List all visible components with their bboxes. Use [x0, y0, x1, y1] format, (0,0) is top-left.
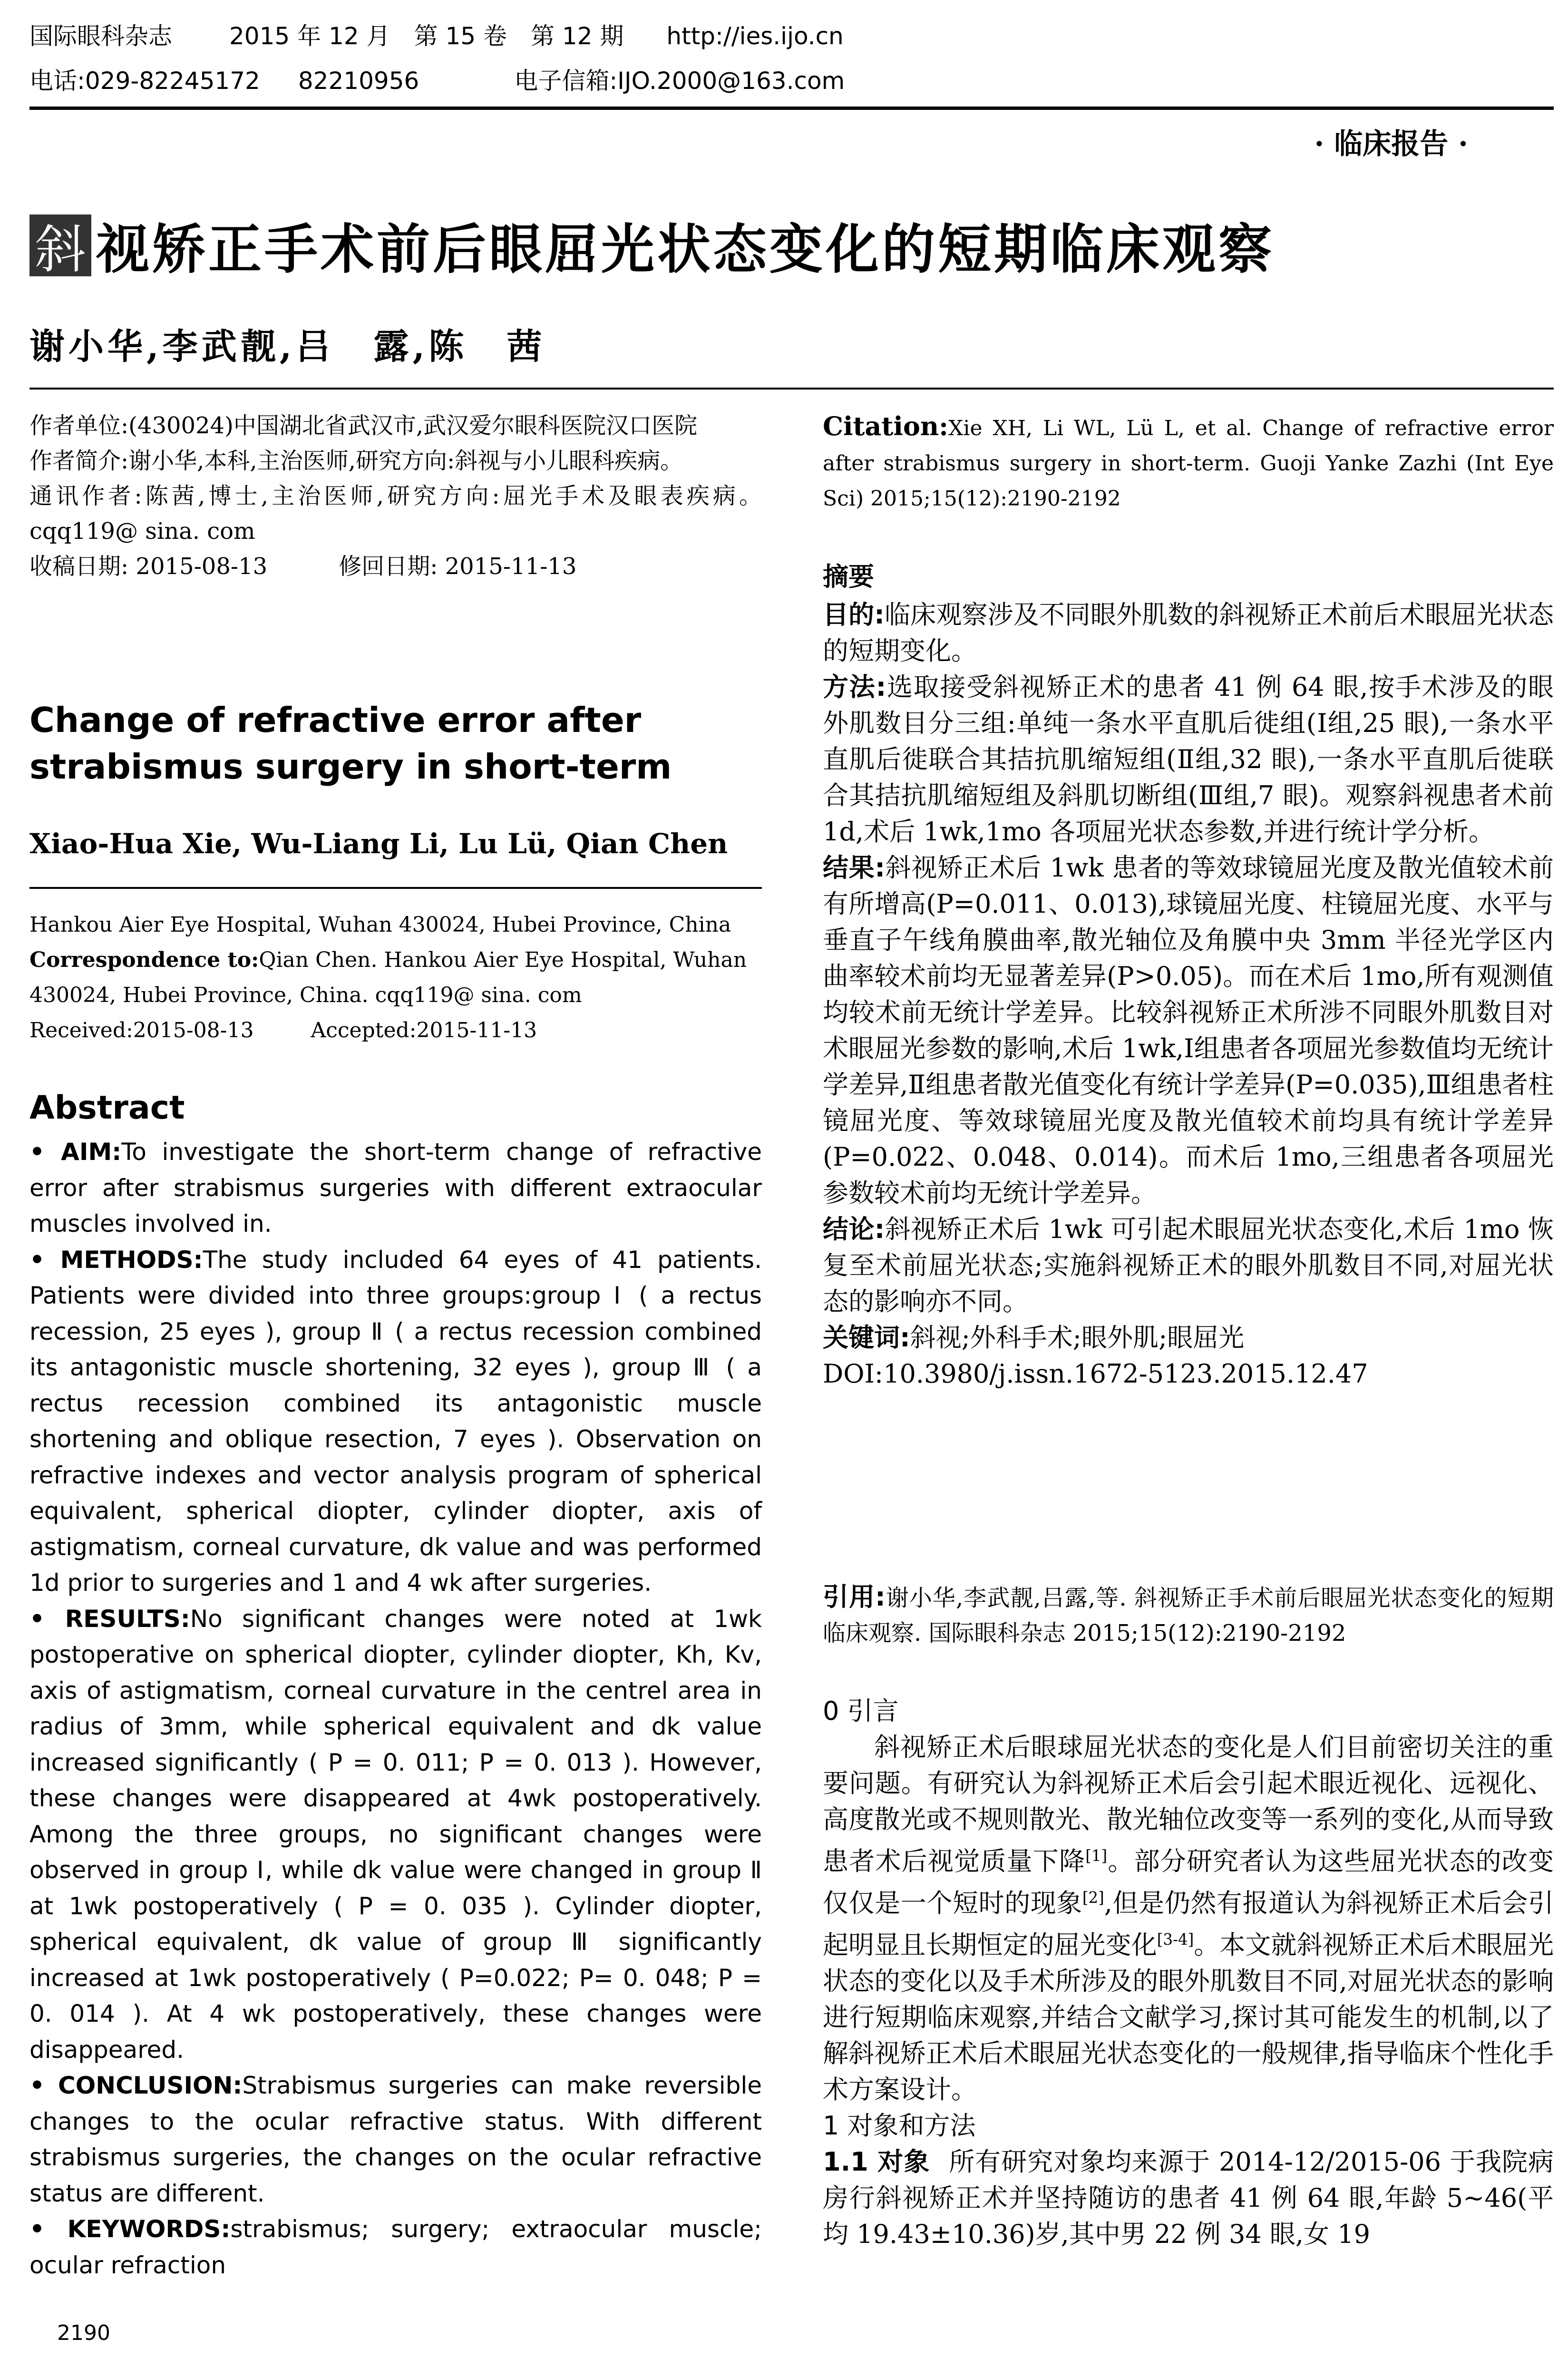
- doi[interactable]: DOI:10.3980/j.issn.1672-5123.2015.12.47: [823, 1359, 1368, 1389]
- abstract-keywords: [29, 2211, 762, 2283]
- cn-citation: [823, 1579, 1554, 1651]
- intro-paragraph: [823, 1729, 1554, 2108]
- introduction: [823, 1693, 1554, 2252]
- en-authors-rule: [29, 887, 762, 889]
- abstract-aim: [29, 1134, 762, 1242]
- received-date-en: Received:2015-08-13: [29, 1018, 254, 1042]
- ref-3-4[interactable]: [3-4]: [1157, 1930, 1194, 1948]
- cn-keywords: [823, 1320, 1554, 1356]
- intro-text-a: 斜视矫正术后眼球屈光状态的变化是人们目前密切关注的重要问题。有研究认为斜视矫正术后会引起术眼近视化、远视化、高度散光或不规则散光、散光轴位改变等一系列的变化,从而导致患者术后视觉质量下降: [823, 1732, 1554, 1876]
- chinese-abstract: [823, 559, 1554, 1392]
- abstract-results: [29, 1601, 762, 2068]
- cn-keywords-label: 关键词:: [823, 1323, 910, 1353]
- article-title: [29, 207, 1275, 283]
- title-text: 视矫正手术前后眼屈光状态变化的短期临床观察: [96, 219, 1275, 281]
- aim-label: • AIM:: [29, 1138, 122, 1166]
- dates-en: [29, 1013, 762, 1048]
- aim-text: To investigate the short-term change of refractive error after strabismus surgeries with different extraocular muscles involved in.: [29, 1138, 762, 1237]
- cn-methods-text: 选取接受斜视矫正术的患者 41 例 64 眼,按手术涉及的眼外肌数目分三组:单纯一条水平直肌后徙组(Ⅰ组,25 眼),一条水平直肌后徙联合其拮抗肌缩短组(Ⅱ组,32 眼),一条水平直肌后徙联合其拮抗肌缩短组及斜肌切断组(Ⅲ组,7 眼)。观察斜视患者术前 1d,术后 1wk,1mo 各项屈光状态参数,并进行统计学分析。: [823, 672, 1554, 847]
- results-text: No significant changes were noted at 1wk postoperative on spherical diopter, cylinder diopter, Kh, Kv, axis of astigmatism, corneal curvature in the centrel area in radius of 3mm, while spherical equivalent and dk value increased significantly ( P = 0. 011; P = 0. 013 ). However, these changes were disappeared at 4wk postoperatively. Among the three groups, no significant changes were observed in group Ⅰ, while dk value were changed in group Ⅱ at 1wk postoperatively ( P = 0. 035 ). Cylinder diopter, spherical equivalent, dk value of group Ⅲ significantly increased at 1wk postoperatively ( P=0.022; P= 0. 048; P = 0. 014 ). At 4 wk postoperatively, these changes were disappeared.: [29, 1605, 762, 2064]
- citation: [823, 408, 1554, 516]
- abstract-heading: Abstract: [29, 1089, 185, 1127]
- author-bio: 作者简介:谢小华,本科,主治医师,研究方向:斜视与小儿眼科疾病。: [29, 448, 683, 474]
- citation-text: Xie XH, Li WL, Lü L, et al. Change of refractive error after strabismus surgery in short-term. Guoji Yanke Zazhi (Int Eye Sci) 2015;15(12):2190-2192: [823, 416, 1554, 511]
- cn-aim-text: 临床观察涉及不同眼外肌数的斜视矫正术前后术眼屈光状态的短期变化。: [823, 600, 1554, 666]
- intro-text-c: ,但是仍然有报道认为斜视矫正术后会引起明显且长期恒定的屈光变化: [823, 1888, 1554, 1960]
- correspondence: [29, 943, 762, 1013]
- journal-header-line1: [29, 18, 901, 54]
- journal-header-line2: [29, 63, 902, 99]
- cn-keywords-text: 斜视;外科手术;眼外肌;眼屈光: [910, 1323, 1245, 1353]
- citation-block: [823, 408, 1554, 516]
- authors-cn: 谢小华,李武靓,吕 露,陈 茜: [29, 326, 546, 367]
- cn-citation-text: 谢小华,李武靓,吕露,等. 斜视矫正手术前后眼屈光状态变化的短期临床观察. 国际眼科杂志 2015;15(12):2190-2192: [823, 1585, 1554, 1646]
- methods-label: • METHODS:: [29, 1246, 203, 1274]
- english-abstract: [29, 1134, 762, 2283]
- english-affiliation: Hankou Aier Eye Hospital, Wuhan 430024, Hubei Province, China: [29, 913, 731, 937]
- accepted-date-en: Accepted:2015-11-13: [311, 1018, 537, 1042]
- cn-abstract-heading: 摘要: [823, 562, 874, 592]
- corresponding-author: 通讯作者:陈茜,博士,主治医师,研究方向:屈光手术及眼表疾病。cqq119@ sina. com: [29, 483, 762, 545]
- cn-methods: [823, 669, 1554, 850]
- cn-conclusion-label: 结论:: [823, 1214, 885, 1244]
- cn-citation-label: 引用:: [823, 1582, 886, 1612]
- intro-text-b: 。部分研究者认为这些屈光状态的改变仅仅是一个短时的现象: [823, 1846, 1554, 1918]
- cn-results: [823, 850, 1554, 1211]
- abstract-conclusion: [29, 2068, 762, 2211]
- volume: 第 15 卷: [414, 22, 507, 50]
- english-affiliation-block: [29, 907, 762, 1048]
- citation-label: Citation:: [823, 411, 949, 441]
- authors-rule: [29, 388, 1554, 390]
- english-title: Change of refractive error after strabismus surgery in short-term: [29, 700, 672, 787]
- cn-citation-line: [823, 1579, 1554, 1651]
- section-tag: · 临床报告 ·: [1314, 127, 1468, 161]
- journal-website[interactable]: http://ies.ijo.cn: [666, 22, 844, 50]
- abstract-methods: [29, 1242, 762, 1601]
- dates-cn: [29, 549, 762, 584]
- conclusion-text: Strabismus surgeries can make reversible changes to the ocular refractive status. With different strabismus surgeries, the changes on the ocular refractive status are different.: [29, 2072, 762, 2207]
- cn-aim-label: 目的:: [823, 600, 885, 630]
- phone: 电话:029-82245172: [29, 67, 260, 95]
- correspondence-text: Qian Chen. Hankou Aier Eye Hospital, Wuhan 430024, Hubei Province, China. cqq119@ sina. com: [29, 948, 747, 1007]
- cn-conclusion-text: 斜视矫正术后 1wk 可引起术眼屈光状态变化,术后 1mo 恢复至术前屈光状态;实施斜视矫正术的眼外肌数目不同,对屈光状态的影响亦不同。: [823, 1214, 1554, 1316]
- author-info: [29, 408, 762, 584]
- english-authors: Xiao-Hua Xie, Wu-Liang Li, Lu Lü, Qian Chen: [29, 828, 728, 860]
- subjects-text: 所有研究对象均来源于 2014-12/2015-06 于我院病房行斜视矫正术并坚持随访的患者 41 例 64 眼,年龄 5~46(平均 19.43±10.36)岁,其中男 22 例 34 眼,女 19: [823, 2147, 1554, 2249]
- intro-heading: 0 引言: [823, 1696, 899, 1726]
- keywords-label: • KEYWORDS:: [29, 2215, 231, 2243]
- page-number: 2190: [57, 2321, 110, 2345]
- cn-conclusion: [823, 1211, 1554, 1320]
- correspondence-label: Correspondence to:: [29, 948, 259, 972]
- methods-text: The study included 64 eyes of 41 patients. Patients were divided into three groups:group Ⅰ ( a rectus recession, 25 eyes ), group Ⅱ ( a rectus recession combined its antagonistic muscle shortening, 32 eyes ), group Ⅲ ( a rectus recession combined its antagonistic muscle shortening and oblique resection, 7 eyes ). Observation on refractive indexes and vector analysis program of spherical equivalent, spherical diopter, cylinder diopter, axis of astigmatism, corneal curvature, dk value and was performed 1d prior to surgeries and 1 and 4 wk after surgeries.: [29, 1246, 762, 1597]
- keywords-text: strabismus; surgery; extraocular muscle; ocular refraction: [29, 2215, 762, 2279]
- conclusion-label: • CONCLUSION:: [29, 2072, 243, 2099]
- issue-year: 2015 年 12 月: [229, 22, 390, 50]
- ref-2[interactable]: [2]: [1082, 1889, 1104, 1907]
- ref-1[interactable]: [1]: [1085, 1847, 1108, 1865]
- subjects-paragraph: [823, 2144, 1554, 2252]
- author-unit: 作者单位:(430024)中国湖北省武汉市,武汉爱尔眼科医院汉口医院: [29, 412, 698, 439]
- email[interactable]: 电子信箱:IJO.2000@163.com: [514, 67, 845, 95]
- methods-heading: 1 对象和方法: [823, 2111, 976, 2141]
- title-initial: 斜: [29, 214, 91, 276]
- revised-date-cn: 修回日期: 2015-11-13: [339, 553, 577, 580]
- cn-methods-label: 方法:: [823, 672, 886, 702]
- subjects-label: 1.1 对象: [823, 2147, 930, 2177]
- cn-results-text: 斜视矫正术后 1wk 患者的等效球镜屈光度及散光值较术前有所增高(P=0.011、0.013),球镜屈光度、柱镜屈光度、水平与垂直子午线角膜曲率,散光轴位及角膜中央 3mm 半径光学区内曲率较术前均无显著差异(P>0.05)。而在术后 1mo,所有观测值均较术前无统计学差异。比较斜视矫正术所涉不同眼外肌数目对术眼屈光参数的影响,术后 1wk,Ⅰ组患者各项屈光参数值均无统计学差异,Ⅱ组患者散光值变化有统计学差异(P=0.035),Ⅲ组患者柱镜屈光度、等效球镜屈光度及散光值较术前均具有统计学差异(P=0.022、0.048、0.014)。而术后 1mo,三组患者各项屈光参数较术前均无统计学差异。: [823, 853, 1554, 1208]
- results-label: • RESULTS:: [29, 1605, 190, 1633]
- intro-text-d: 。本文就斜视矫正术后术眼屈光状态的变化以及手术所涉及的眼外肌数目不同,对屈光状态的影响进行短期临床观察,并结合文献学习,探讨其可能发生的机制,以了解斜视矫正术后术眼屈光状态变化的一般规律,指导临床个性化手术方案设计。: [823, 1930, 1554, 2104]
- received-date-cn: 收稿日期: 2015-08-13: [29, 553, 268, 580]
- cn-results-label: 结果:: [823, 853, 885, 883]
- cn-aim: [823, 597, 1554, 669]
- header-rule: [29, 107, 1554, 110]
- phone2: 82210956: [298, 67, 419, 95]
- issue: 第 12 期: [530, 22, 624, 50]
- journal-name: 国际眼科杂志: [29, 22, 172, 50]
